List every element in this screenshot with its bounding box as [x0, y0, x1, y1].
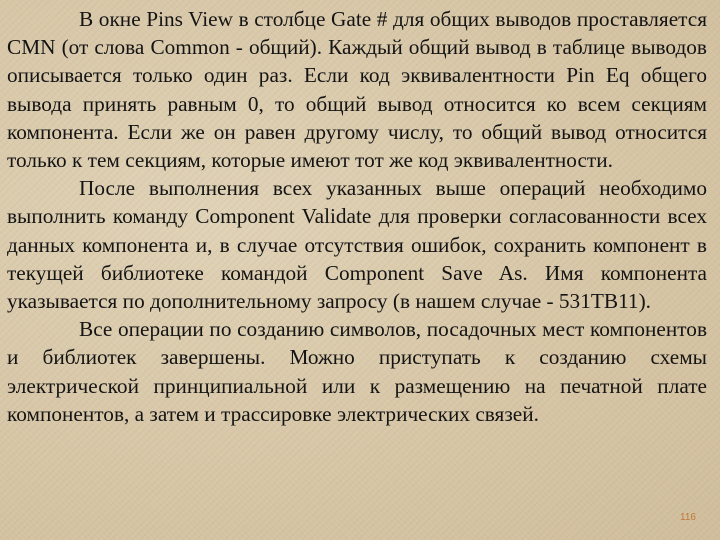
body-text [7, 5, 707, 428]
page-number: 116 [680, 512, 696, 523]
paragraph-next-steps: Все операции по созданию символов, посадочных мест компонентов и библиотек завершены. Можно приступать к созданию схемы электрической принципиальной или к размещению на печатной плате компонентов, а затем и трассировке электрических связей. [7, 317, 707, 426]
paragraph-common-pins: В окне Pins View в столбце Gate # для общих выводов проставляется CMN (от слова Common - общий). Каждый общий вывод в таблице выводов описывается только один раз. Если код эквивалентности Pin Eq общего вывода принять равным 0, то общий вывод относится ко всем секциям компонента. Если же он равен другому числу, то общий вывод относится только к тем секциям, которые имеют тот же код эквивалентности. [7, 7, 707, 173]
paragraph-component-validate: После выполнения всех указанных выше операций необходимо выполнить команду Component Validate для проверки согласованности всех данных компонента и, в случае отсутствия ошибок, сохранить компонент в текущей библиотеке командой Component Save As. Имя компонента указывается по дополнительному запросу (в нашем случае - 531ТВ11). [7, 176, 707, 314]
